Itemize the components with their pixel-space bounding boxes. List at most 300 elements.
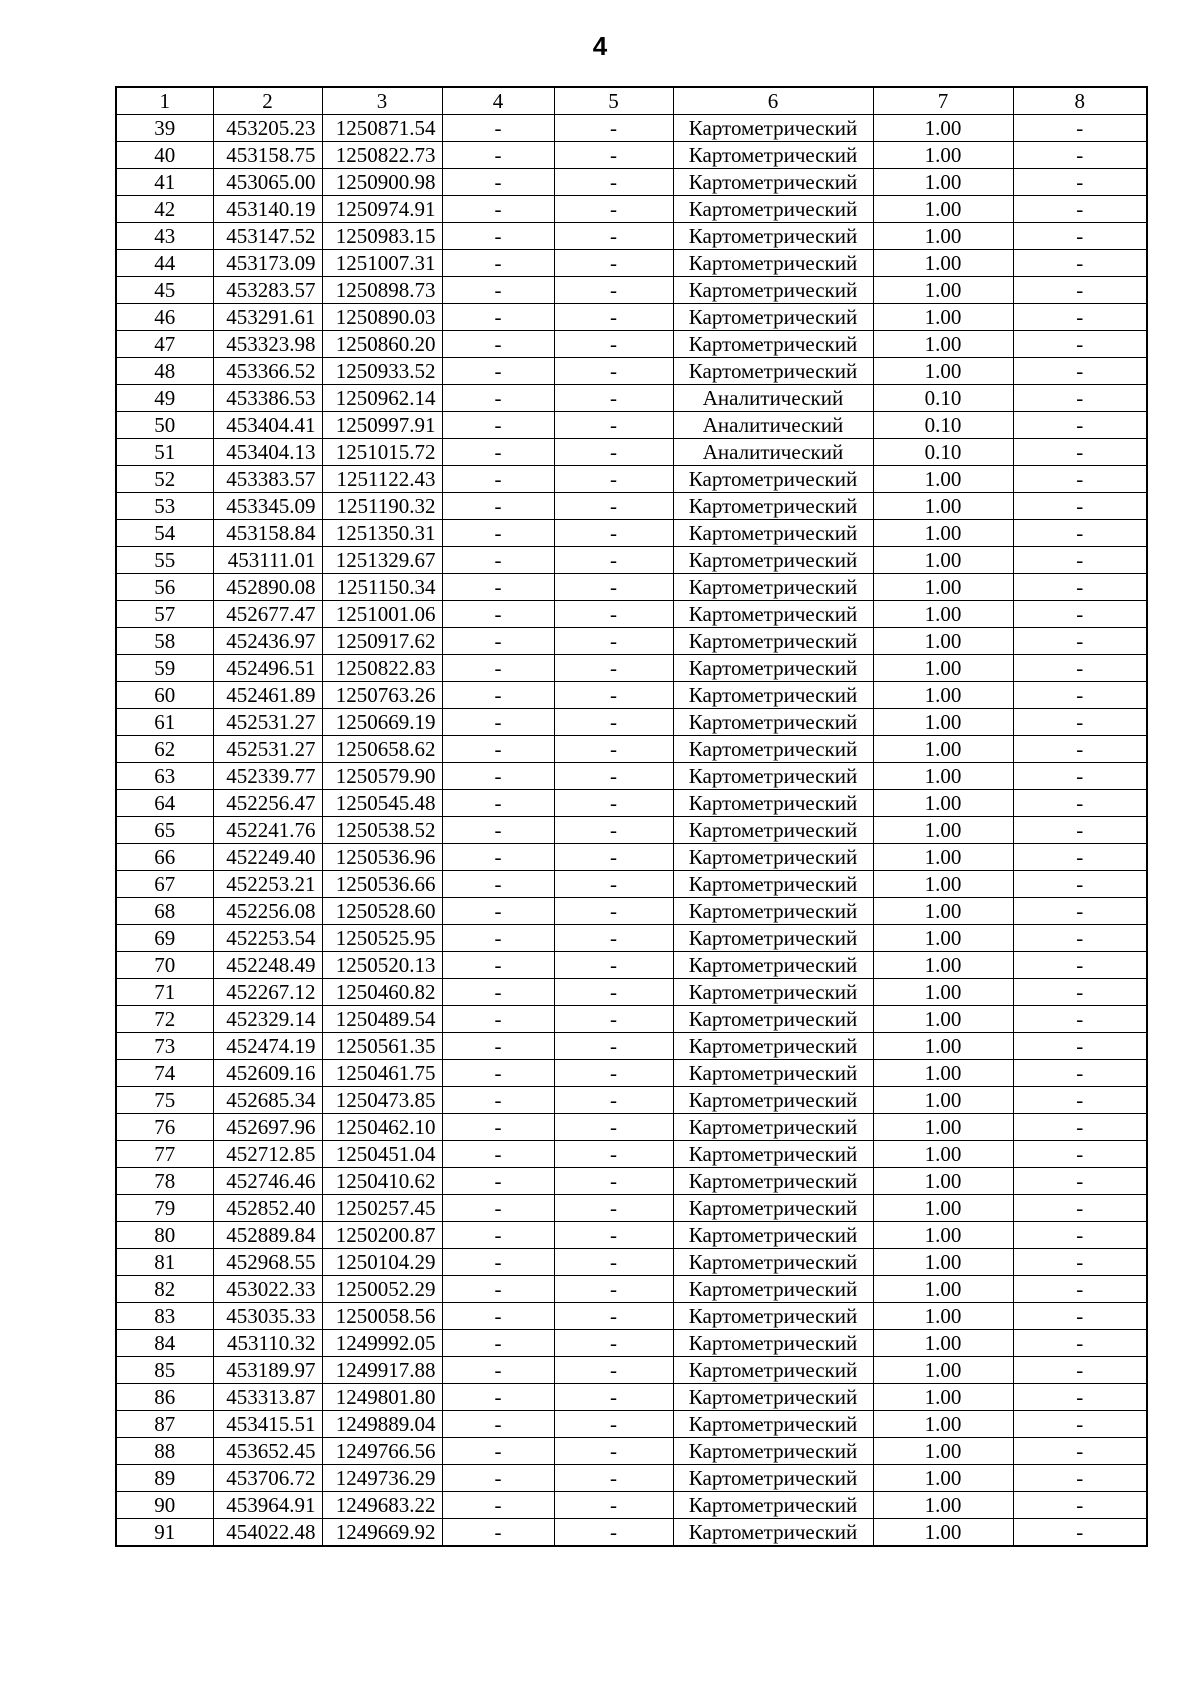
accuracy-cell: 1.00 [873,196,1013,223]
table-row [116,763,1147,790]
method-cell: Картометрический [673,979,873,1006]
col-5-value-cell: - [554,1465,673,1492]
x-coordinate-cell: 453158.75 [213,142,322,169]
y-coordinate-cell: 1251190.32 [322,493,442,520]
column-header-1: 1 [116,87,213,115]
col-4-value-cell: - [442,115,554,142]
method-cell: Картометрический [673,169,873,196]
accuracy-cell: 1.00 [873,1465,1013,1492]
method-cell: Картометрический [673,1492,873,1519]
col-4-value-cell: - [442,1357,554,1384]
x-coordinate-cell: 453404.13 [213,439,322,466]
x-coordinate-cell: 453404.41 [213,412,322,439]
y-coordinate-cell: 1250997.91 [322,412,442,439]
col-4-value-cell: - [442,1492,554,1519]
method-cell: Картометрический [673,898,873,925]
col-4-value-cell: - [442,385,554,412]
point-number-cell: 42 [116,196,213,223]
point-number-cell: 55 [116,547,213,574]
method-cell: Картометрический [673,871,873,898]
col-4-value-cell: - [442,1330,554,1357]
col-5-value-cell: - [554,1006,673,1033]
col-8-value-cell: - [1013,520,1147,547]
col-8-value-cell: - [1013,1087,1147,1114]
col-5-value-cell: - [554,763,673,790]
accuracy-cell: 1.00 [873,682,1013,709]
col-5-value-cell: - [554,1249,673,1276]
y-coordinate-cell: 1250561.35 [322,1033,442,1060]
point-number-cell: 91 [116,1519,213,1547]
col-5-value-cell: - [554,358,673,385]
point-number-cell: 58 [116,628,213,655]
x-coordinate-cell: 453706.72 [213,1465,322,1492]
col-5-value-cell: - [554,898,673,925]
col-4-value-cell: - [442,709,554,736]
col-8-value-cell: - [1013,1411,1147,1438]
x-coordinate-cell: 453283.57 [213,277,322,304]
point-number-cell: 80 [116,1222,213,1249]
col-4-value-cell: - [442,547,554,574]
table-row [116,1465,1147,1492]
y-coordinate-cell: 1250200.87 [322,1222,442,1249]
col-5-value-cell: - [554,1492,673,1519]
y-coordinate-cell: 1250983.15 [322,223,442,250]
y-coordinate-cell: 1250489.54 [322,1006,442,1033]
point-number-cell: 71 [116,979,213,1006]
point-number-cell: 57 [116,601,213,628]
x-coordinate-cell: 452968.55 [213,1249,322,1276]
col-4-value-cell: - [442,196,554,223]
method-cell: Картометрический [673,1357,873,1384]
x-coordinate-cell: 453065.00 [213,169,322,196]
col-4-value-cell: - [442,1195,554,1222]
col-5-value-cell: - [554,1114,673,1141]
col-8-value-cell: - [1013,547,1147,574]
method-cell: Картометрический [673,1222,873,1249]
point-number-cell: 89 [116,1465,213,1492]
col-4-value-cell: - [442,736,554,763]
method-cell: Картометрический [673,304,873,331]
method-cell: Картометрический [673,196,873,223]
col-4-value-cell: - [442,250,554,277]
point-number-cell: 76 [116,1114,213,1141]
point-number-cell: 51 [116,439,213,466]
x-coordinate-cell: 453110.32 [213,1330,322,1357]
method-cell: Картометрический [673,358,873,385]
y-coordinate-cell: 1250451.04 [322,1141,442,1168]
col-5-value-cell: - [554,304,673,331]
x-coordinate-cell: 452685.34 [213,1087,322,1114]
table-row [116,331,1147,358]
x-coordinate-cell: 452697.96 [213,1114,322,1141]
col-5-value-cell: - [554,628,673,655]
col-4-value-cell: - [442,466,554,493]
accuracy-cell: 1.00 [873,574,1013,601]
y-coordinate-cell: 1250763.26 [322,682,442,709]
column-header-6: 6 [673,87,873,115]
y-coordinate-cell: 1250917.62 [322,628,442,655]
table-row [116,1168,1147,1195]
y-coordinate-cell: 1249889.04 [322,1411,442,1438]
y-coordinate-cell: 1249992.05 [322,1330,442,1357]
method-cell: Картометрический [673,1249,873,1276]
y-coordinate-cell: 1251007.31 [322,250,442,277]
col-4-value-cell: - [442,520,554,547]
point-number-cell: 40 [116,142,213,169]
table-row [116,1033,1147,1060]
x-coordinate-cell: 452339.77 [213,763,322,790]
x-coordinate-cell: 452329.14 [213,1006,322,1033]
point-number-cell: 56 [116,574,213,601]
accuracy-cell: 1.00 [873,817,1013,844]
accuracy-cell: 1.00 [873,1141,1013,1168]
y-coordinate-cell: 1249801.80 [322,1384,442,1411]
col-8-value-cell: - [1013,1195,1147,1222]
method-cell: Картометрический [673,1411,873,1438]
table-row [116,682,1147,709]
col-5-value-cell: - [554,790,673,817]
table-row [116,358,1147,385]
col-5-value-cell: - [554,1141,673,1168]
x-coordinate-cell: 453415.51 [213,1411,322,1438]
y-coordinate-cell: 1251350.31 [322,520,442,547]
accuracy-cell: 0.10 [873,412,1013,439]
y-coordinate-cell: 1250545.48 [322,790,442,817]
x-coordinate-cell: 453147.52 [213,223,322,250]
x-coordinate-cell: 453140.19 [213,196,322,223]
y-coordinate-cell: 1250528.60 [322,898,442,925]
table-row [116,115,1147,142]
table-row [116,952,1147,979]
col-4-value-cell: - [442,331,554,358]
col-5-value-cell: - [554,115,673,142]
col-8-value-cell: - [1013,871,1147,898]
table-row [116,196,1147,223]
col-5-value-cell: - [554,1519,673,1547]
point-number-cell: 44 [116,250,213,277]
table-row [116,1141,1147,1168]
method-cell: Картометрический [673,1006,873,1033]
method-cell: Картометрический [673,277,873,304]
point-number-cell: 52 [116,466,213,493]
accuracy-cell: 1.00 [873,142,1013,169]
col-8-value-cell: - [1013,655,1147,682]
col-8-value-cell: - [1013,925,1147,952]
col-8-value-cell: - [1013,817,1147,844]
point-number-cell: 45 [116,277,213,304]
point-number-cell: 49 [116,385,213,412]
table-row [116,1195,1147,1222]
table-body [116,115,1147,1547]
table-row [116,1222,1147,1249]
accuracy-cell: 1.00 [873,655,1013,682]
accuracy-cell: 1.00 [873,709,1013,736]
method-cell: Картометрический [673,1114,873,1141]
point-number-cell: 84 [116,1330,213,1357]
x-coordinate-cell: 453964.91 [213,1492,322,1519]
y-coordinate-cell: 1250410.62 [322,1168,442,1195]
col-4-value-cell: - [442,1141,554,1168]
col-8-value-cell: - [1013,790,1147,817]
table-row [116,979,1147,1006]
col-8-value-cell: - [1013,709,1147,736]
col-8-value-cell: - [1013,1060,1147,1087]
accuracy-cell: 1.00 [873,1114,1013,1141]
table-row [116,520,1147,547]
y-coordinate-cell: 1250052.29 [322,1276,442,1303]
col-4-value-cell: - [442,1465,554,1492]
col-5-value-cell: - [554,250,673,277]
col-5-value-cell: - [554,412,673,439]
point-number-cell: 90 [116,1492,213,1519]
method-cell: Аналитический [673,385,873,412]
col-4-value-cell: - [442,412,554,439]
accuracy-cell: 1.00 [873,1357,1013,1384]
accuracy-cell: 1.00 [873,250,1013,277]
col-8-value-cell: - [1013,1357,1147,1384]
method-cell: Картометрический [673,1330,873,1357]
point-number-cell: 53 [116,493,213,520]
method-cell: Картометрический [673,763,873,790]
x-coordinate-cell: 452436.97 [213,628,322,655]
method-cell: Картометрический [673,331,873,358]
y-coordinate-cell: 1250974.91 [322,196,442,223]
y-coordinate-cell: 1250536.96 [322,844,442,871]
point-number-cell: 87 [116,1411,213,1438]
x-coordinate-cell: 453173.09 [213,250,322,277]
table-row [116,466,1147,493]
col-5-value-cell: - [554,925,673,952]
col-8-value-cell: - [1013,169,1147,196]
col-4-value-cell: - [442,1438,554,1465]
y-coordinate-cell: 1250898.73 [322,277,442,304]
page-number: 4 [592,31,608,61]
col-5-value-cell: - [554,439,673,466]
table-row [116,1249,1147,1276]
col-5-value-cell: - [554,817,673,844]
coordinates-table [115,86,1148,1547]
x-coordinate-cell: 452248.49 [213,952,322,979]
col-8-value-cell: - [1013,844,1147,871]
point-number-cell: 79 [116,1195,213,1222]
accuracy-cell: 1.00 [873,169,1013,196]
point-number-cell: 47 [116,331,213,358]
col-8-value-cell: - [1013,1303,1147,1330]
col-4-value-cell: - [442,439,554,466]
method-cell: Картометрический [673,817,873,844]
col-4-value-cell: - [442,844,554,871]
y-coordinate-cell: 1250900.98 [322,169,442,196]
point-number-cell: 59 [116,655,213,682]
method-cell: Картометрический [673,682,873,709]
col-4-value-cell: - [442,1276,554,1303]
col-4-value-cell: - [442,493,554,520]
x-coordinate-cell: 453158.84 [213,520,322,547]
col-4-value-cell: - [442,358,554,385]
table-row [116,736,1147,763]
point-number-cell: 82 [116,1276,213,1303]
x-coordinate-cell: 452267.12 [213,979,322,1006]
col-5-value-cell: - [554,736,673,763]
x-coordinate-cell: 453345.09 [213,493,322,520]
col-4-value-cell: - [442,169,554,196]
x-coordinate-cell: 453291.61 [213,304,322,331]
method-cell: Картометрический [673,1303,873,1330]
accuracy-cell: 1.00 [873,979,1013,1006]
method-cell: Картометрический [673,601,873,628]
col-8-value-cell: - [1013,979,1147,1006]
accuracy-cell: 1.00 [873,1168,1013,1195]
col-8-value-cell: - [1013,304,1147,331]
y-coordinate-cell: 1251150.34 [322,574,442,601]
accuracy-cell: 1.00 [873,763,1013,790]
table-row [116,223,1147,250]
table-row [116,493,1147,520]
table-row [116,1114,1147,1141]
col-5-value-cell: - [554,223,673,250]
y-coordinate-cell: 1250460.82 [322,979,442,1006]
method-cell: Картометрический [673,574,873,601]
col-5-value-cell: - [554,466,673,493]
col-4-value-cell: - [442,655,554,682]
col-8-value-cell: - [1013,736,1147,763]
x-coordinate-cell: 452746.46 [213,1168,322,1195]
accuracy-cell: 1.00 [873,1384,1013,1411]
col-4-value-cell: - [442,1519,554,1547]
method-cell: Картометрический [673,1438,873,1465]
accuracy-cell: 1.00 [873,790,1013,817]
x-coordinate-cell: 452531.27 [213,709,322,736]
col-8-value-cell: - [1013,142,1147,169]
accuracy-cell: 1.00 [873,1330,1013,1357]
accuracy-cell: 1.00 [873,1303,1013,1330]
col-8-value-cell: - [1013,412,1147,439]
y-coordinate-cell: 1251001.06 [322,601,442,628]
col-4-value-cell: - [442,1411,554,1438]
accuracy-cell: 1.00 [873,1033,1013,1060]
table-row [116,1276,1147,1303]
point-number-cell: 70 [116,952,213,979]
table-row [116,628,1147,655]
col-4-value-cell: - [442,871,554,898]
col-8-value-cell: - [1013,682,1147,709]
col-8-value-cell: - [1013,952,1147,979]
x-coordinate-cell: 452852.40 [213,1195,322,1222]
column-header-2: 2 [213,87,322,115]
y-coordinate-cell: 1250538.52 [322,817,442,844]
method-cell: Картометрический [673,628,873,655]
point-number-cell: 72 [116,1006,213,1033]
accuracy-cell: 1.00 [873,1087,1013,1114]
point-number-cell: 73 [116,1033,213,1060]
col-8-value-cell: - [1013,1438,1147,1465]
table-row [116,1411,1147,1438]
col-5-value-cell: - [554,520,673,547]
point-number-cell: 67 [116,871,213,898]
y-coordinate-cell: 1250890.03 [322,304,442,331]
y-coordinate-cell: 1250257.45 [322,1195,442,1222]
col-8-value-cell: - [1013,574,1147,601]
col-4-value-cell: - [442,1060,554,1087]
y-coordinate-cell: 1250822.73 [322,142,442,169]
point-number-cell: 68 [116,898,213,925]
x-coordinate-cell: 453111.01 [213,547,322,574]
method-cell: Картометрический [673,493,873,520]
point-number-cell: 54 [116,520,213,547]
table-row [116,925,1147,952]
point-number-cell: 85 [116,1357,213,1384]
y-coordinate-cell: 1250658.62 [322,736,442,763]
col-4-value-cell: - [442,601,554,628]
col-8-value-cell: - [1013,1519,1147,1547]
x-coordinate-cell: 452531.27 [213,736,322,763]
method-cell: Картометрический [673,655,873,682]
x-coordinate-cell: 452609.16 [213,1060,322,1087]
accuracy-cell: 1.00 [873,358,1013,385]
method-cell: Картометрический [673,1465,873,1492]
x-coordinate-cell: 452712.85 [213,1141,322,1168]
x-coordinate-cell: 452889.84 [213,1222,322,1249]
accuracy-cell: 1.00 [873,1249,1013,1276]
method-cell: Картометрический [673,844,873,871]
x-coordinate-cell: 452256.08 [213,898,322,925]
table-row [116,601,1147,628]
point-number-cell: 46 [116,304,213,331]
x-coordinate-cell: 453313.87 [213,1384,322,1411]
y-coordinate-cell: 1250860.20 [322,331,442,358]
x-coordinate-cell: 453366.52 [213,358,322,385]
y-coordinate-cell: 1250822.83 [322,655,442,682]
method-cell: Картометрический [673,115,873,142]
x-coordinate-cell: 452249.40 [213,844,322,871]
col-4-value-cell: - [442,223,554,250]
col-5-value-cell: - [554,871,673,898]
table-row [116,1330,1147,1357]
y-coordinate-cell: 1250669.19 [322,709,442,736]
col-8-value-cell: - [1013,1006,1147,1033]
y-coordinate-cell: 1250933.52 [322,358,442,385]
col-8-value-cell: - [1013,601,1147,628]
col-4-value-cell: - [442,979,554,1006]
table-header-row [116,87,1147,115]
table-row [116,250,1147,277]
method-cell: Картометрический [673,520,873,547]
y-coordinate-cell: 1250525.95 [322,925,442,952]
col-4-value-cell: - [442,682,554,709]
y-coordinate-cell: 1249736.29 [322,1465,442,1492]
point-number-cell: 66 [116,844,213,871]
col-5-value-cell: - [554,655,673,682]
y-coordinate-cell: 1249669.92 [322,1519,442,1547]
col-4-value-cell: - [442,1006,554,1033]
col-5-value-cell: - [554,1033,673,1060]
col-5-value-cell: - [554,601,673,628]
col-5-value-cell: - [554,844,673,871]
x-coordinate-cell: 452474.19 [213,1033,322,1060]
y-coordinate-cell: 1249683.22 [322,1492,442,1519]
col-5-value-cell: - [554,142,673,169]
method-cell: Картометрический [673,1384,873,1411]
method-cell: Картометрический [673,709,873,736]
table-row [116,871,1147,898]
method-cell: Картометрический [673,250,873,277]
col-8-value-cell: - [1013,466,1147,493]
col-5-value-cell: - [554,493,673,520]
accuracy-cell: 1.00 [873,1060,1013,1087]
accuracy-cell: 1.00 [873,115,1013,142]
point-number-cell: 88 [116,1438,213,1465]
table-row [116,655,1147,682]
